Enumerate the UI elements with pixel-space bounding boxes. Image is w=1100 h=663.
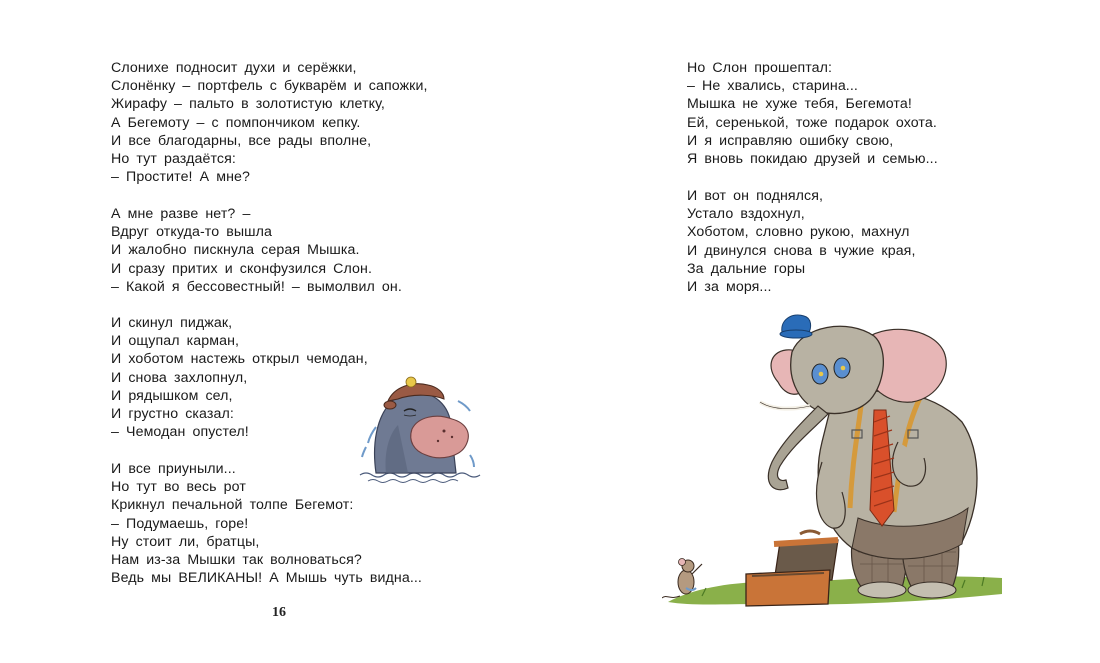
verse-line: Но тут раздаётся:	[111, 150, 236, 167]
verse-line: Жирафу – пальто в золотистую клетку,	[111, 96, 385, 113]
verse-line: – Какой я бессовестный! – вымолвил он.	[111, 278, 402, 295]
elephant-illustration	[662, 312, 1007, 612]
stanza-1	[111, 59, 428, 186]
verse-line: И все благодарны, все рады вполне,	[111, 132, 372, 149]
stanza-2	[111, 205, 402, 296]
verse-line: Ведь мы ВЕЛИКАНЫ! А Мышь чуть видна...	[111, 570, 422, 587]
stanza-6	[687, 187, 916, 296]
verse-line: Но тут во весь рот	[111, 479, 246, 496]
verse-line: И я исправляю ошибку свою,	[687, 132, 894, 149]
verse-line: Слонихе подносит духи и серёжки,	[111, 60, 357, 76]
right-page	[550, 0, 1100, 663]
hippo-illustration	[348, 375, 493, 490]
verse-line: И двинулся снова в чужие края,	[687, 242, 916, 259]
verse-line: И ощупал карман,	[111, 333, 240, 350]
verse-line: И жалобно пискнула серая Мышка.	[111, 242, 360, 259]
verse-line: И за моря...	[687, 278, 772, 295]
verse-line: И все приуныли...	[111, 461, 236, 477]
verse-line: И скинул пиджак,	[111, 315, 233, 331]
verse-line: И рядышком сел,	[111, 387, 233, 404]
verse-line: Ну стоит ли, братцы,	[111, 533, 260, 550]
verse-line: – Чемодан опустел!	[111, 424, 249, 441]
verse-line: Хоботом, словно рукою, махнул	[687, 224, 910, 241]
verse-line: – Подумаешь, горе!	[111, 515, 249, 532]
verse-line: И хоботом настежь открыл чемодан,	[111, 351, 368, 368]
verse-line: Ей, серенькой, тоже подарок охота.	[687, 114, 937, 131]
verse-line: А Бегемоту – с помпончиком кепку.	[111, 114, 361, 131]
stanza-5	[687, 59, 938, 168]
verse-line: Нам из-за Мышки так волноваться?	[111, 551, 362, 568]
verse-line: – Не хвались, старина...	[687, 78, 858, 95]
verse-line: – Простите! А мне?	[111, 169, 251, 186]
verse-line: И вот он поднялся,	[687, 188, 824, 204]
verse-line: Я вновь покидаю друзей и семью...	[687, 150, 938, 167]
verse-line: Устало вздохнул,	[687, 206, 805, 223]
verse-line: И грустно сказал:	[111, 405, 234, 422]
verse-line: Крикнул печальной толпе Бегемот:	[111, 497, 354, 514]
verse-line: И снова захлопнул,	[111, 369, 248, 386]
stanza-3	[111, 314, 368, 441]
verse-line: Мышка не хуже тебя, Бегемота!	[687, 96, 912, 113]
verse-line: За дальние горы	[687, 260, 806, 277]
verse-line: И сразу притих и сконфузился Слон.	[111, 260, 373, 277]
verse-line: Слонёнку – портфель с букварём и сапожки,	[111, 78, 428, 95]
verse-line: Вдруг откуда-то вышла	[111, 224, 273, 241]
page-number: 16	[272, 605, 286, 620]
verse-line: А мне разве нет? –	[111, 206, 251, 222]
verse-line: Но Слон прошептал:	[687, 60, 833, 76]
